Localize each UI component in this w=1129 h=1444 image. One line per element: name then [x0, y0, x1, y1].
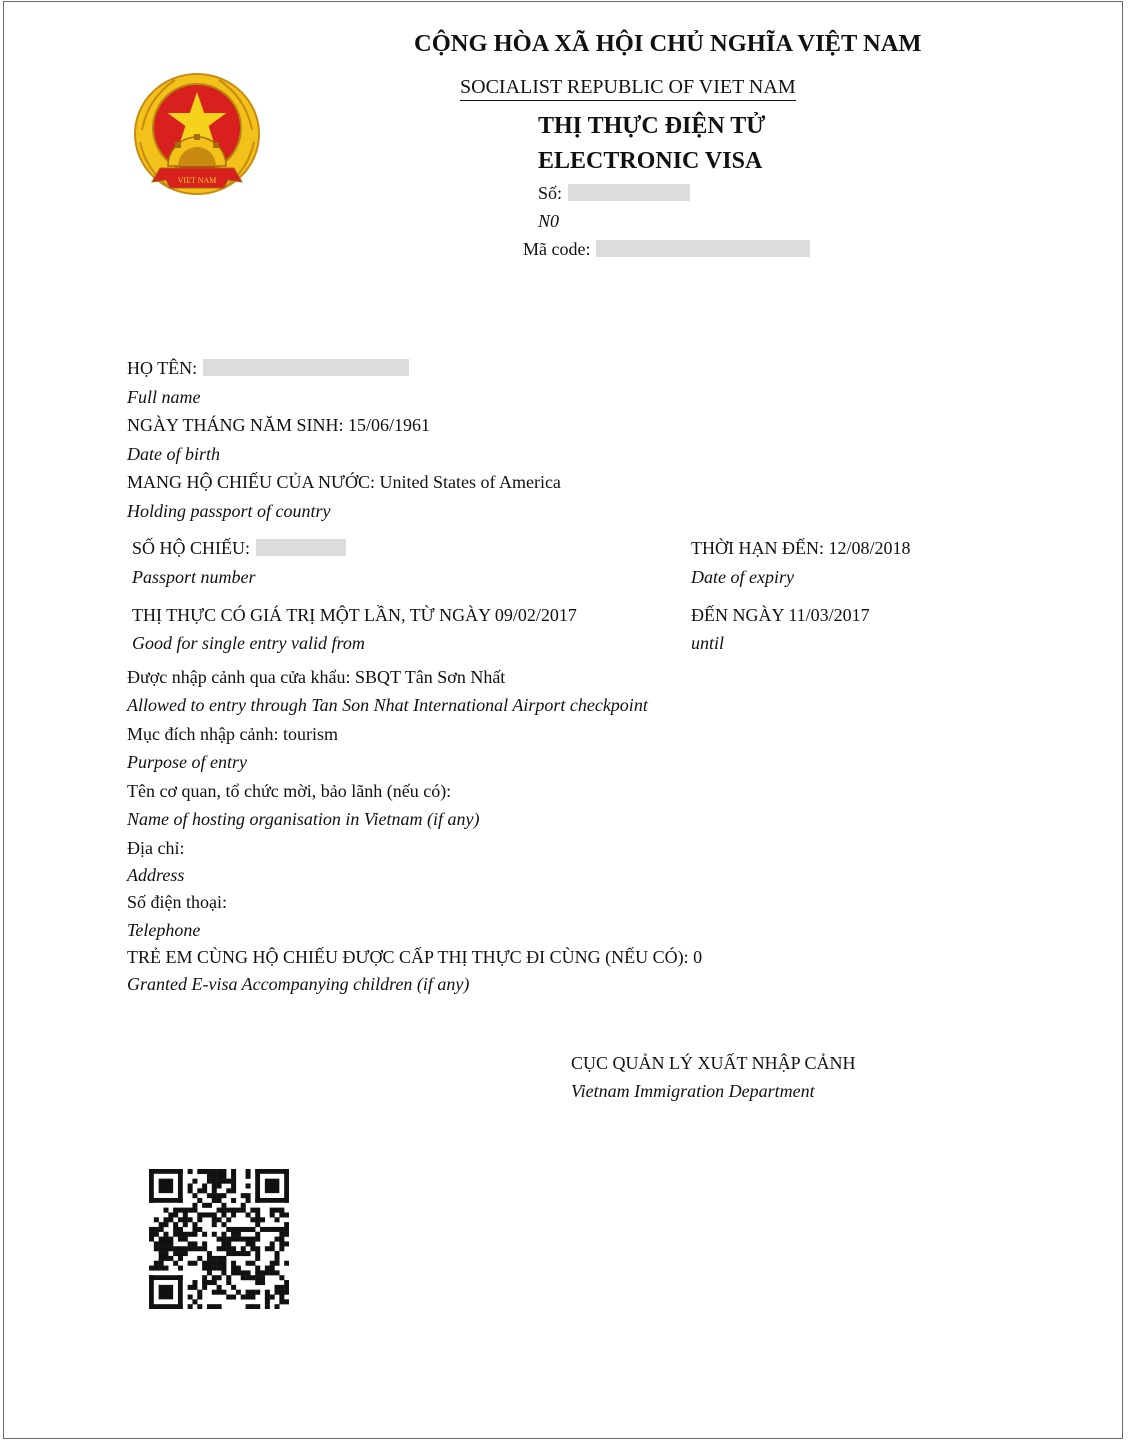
- redacted-visa-number: [568, 184, 690, 201]
- redacted-passport-number: [256, 539, 346, 556]
- passport-country-label: MANG HỘ CHIẾU CỦA NƯỚC: United States of America: [127, 472, 561, 492]
- visa-title-vi: THỊ THỰC ĐIỆN TỬ: [538, 113, 766, 139]
- issuer-name-vi: CỤC QUẢN LÝ XUẤT NHẬP CẢNH: [571, 1053, 856, 1073]
- address-label: Địa chỉ:: [127, 838, 185, 858]
- country-title-en: SOCIALIST REPUBLIC OF VIET NAM: [460, 76, 796, 101]
- purpose-label: Mục đích nhập cảnh: tourism: [127, 724, 338, 744]
- purpose-label-en: Purpose of entry: [127, 752, 247, 772]
- children-label: TRẺ EM CÙNG HỘ CHIẾU ĐƯỢC CẤP THỊ THỰC ĐI CÙNG (NẾU CÓ): 0: [127, 947, 703, 967]
- valid-until-label-en: until: [691, 633, 725, 653]
- visa-number-label: Số:: [538, 183, 563, 203]
- host-org-label-en: Name of hosting organisation in Vietnam (if any): [127, 809, 480, 829]
- telephone-label: Số điện thoại:: [127, 892, 227, 912]
- checkpoint-label-en: Allowed to entry through Tan Son Nhat International Airport checkpoint: [127, 695, 648, 715]
- country-title-vi: CỘNG HÒA XÃ HỘI CHỦ NGHĨA VIỆT NAM: [414, 30, 922, 57]
- children-label-en: Granted E-visa Accompanying children (if any): [127, 974, 470, 994]
- visa-number-label-en: N0: [538, 211, 560, 231]
- valid-from-label-en: Good for single entry valid from: [132, 633, 365, 653]
- full-name-label-en: Full name: [127, 387, 201, 407]
- redacted-full-name: [203, 359, 409, 376]
- visa-document: [3, 1, 1123, 1439]
- visa-code-row: [523, 239, 810, 260]
- expiry-label-en: Date of expiry: [691, 567, 794, 587]
- emblem-ribbon-text: VIET NAM: [177, 176, 217, 185]
- full-name-label: HỌ TÊN:: [127, 358, 198, 378]
- passport-country-label-en: Holding passport of country: [127, 501, 331, 521]
- dob-label-en: Date of birth: [127, 444, 220, 464]
- address-label-en: Address: [127, 865, 185, 885]
- valid-from-label: THỊ THỰC CÓ GIÁ TRỊ MỘT LẦN, TỪ NGÀY 09/02/2017: [132, 605, 577, 625]
- visa-code-label: Mã code:: [523, 239, 591, 259]
- checkpoint-label: Được nhập cảnh qua cửa khẩu: SBQT Tân Sơn Nhất: [127, 667, 506, 687]
- redacted-visa-code: [596, 240, 810, 257]
- full-name-row: [127, 358, 409, 379]
- qr-code-icon: [149, 1169, 289, 1309]
- valid-until-label: ĐẾN NGÀY 11/03/2017: [691, 605, 870, 625]
- passport-number-row: [132, 538, 346, 559]
- national-emblem-icon: [130, 70, 264, 204]
- dob-label: NGÀY THÁNG NĂM SINH: 15/06/1961: [127, 415, 431, 435]
- visa-number-row: [538, 183, 690, 204]
- telephone-label-en: Telephone: [127, 920, 201, 940]
- expiry-label: THỜI HẠN ĐẾN: 12/08/2018: [691, 538, 911, 558]
- visa-title-en: ELECTRONIC VISA: [538, 148, 763, 174]
- issuer-name-en: Vietnam Immigration Department: [571, 1081, 815, 1101]
- passport-number-label-en: Passport number: [132, 567, 256, 587]
- passport-number-label: SỐ HỘ CHIẾU:: [132, 538, 251, 558]
- host-org-label: Tên cơ quan, tổ chức mời, bảo lãnh (nếu có):: [127, 781, 452, 801]
